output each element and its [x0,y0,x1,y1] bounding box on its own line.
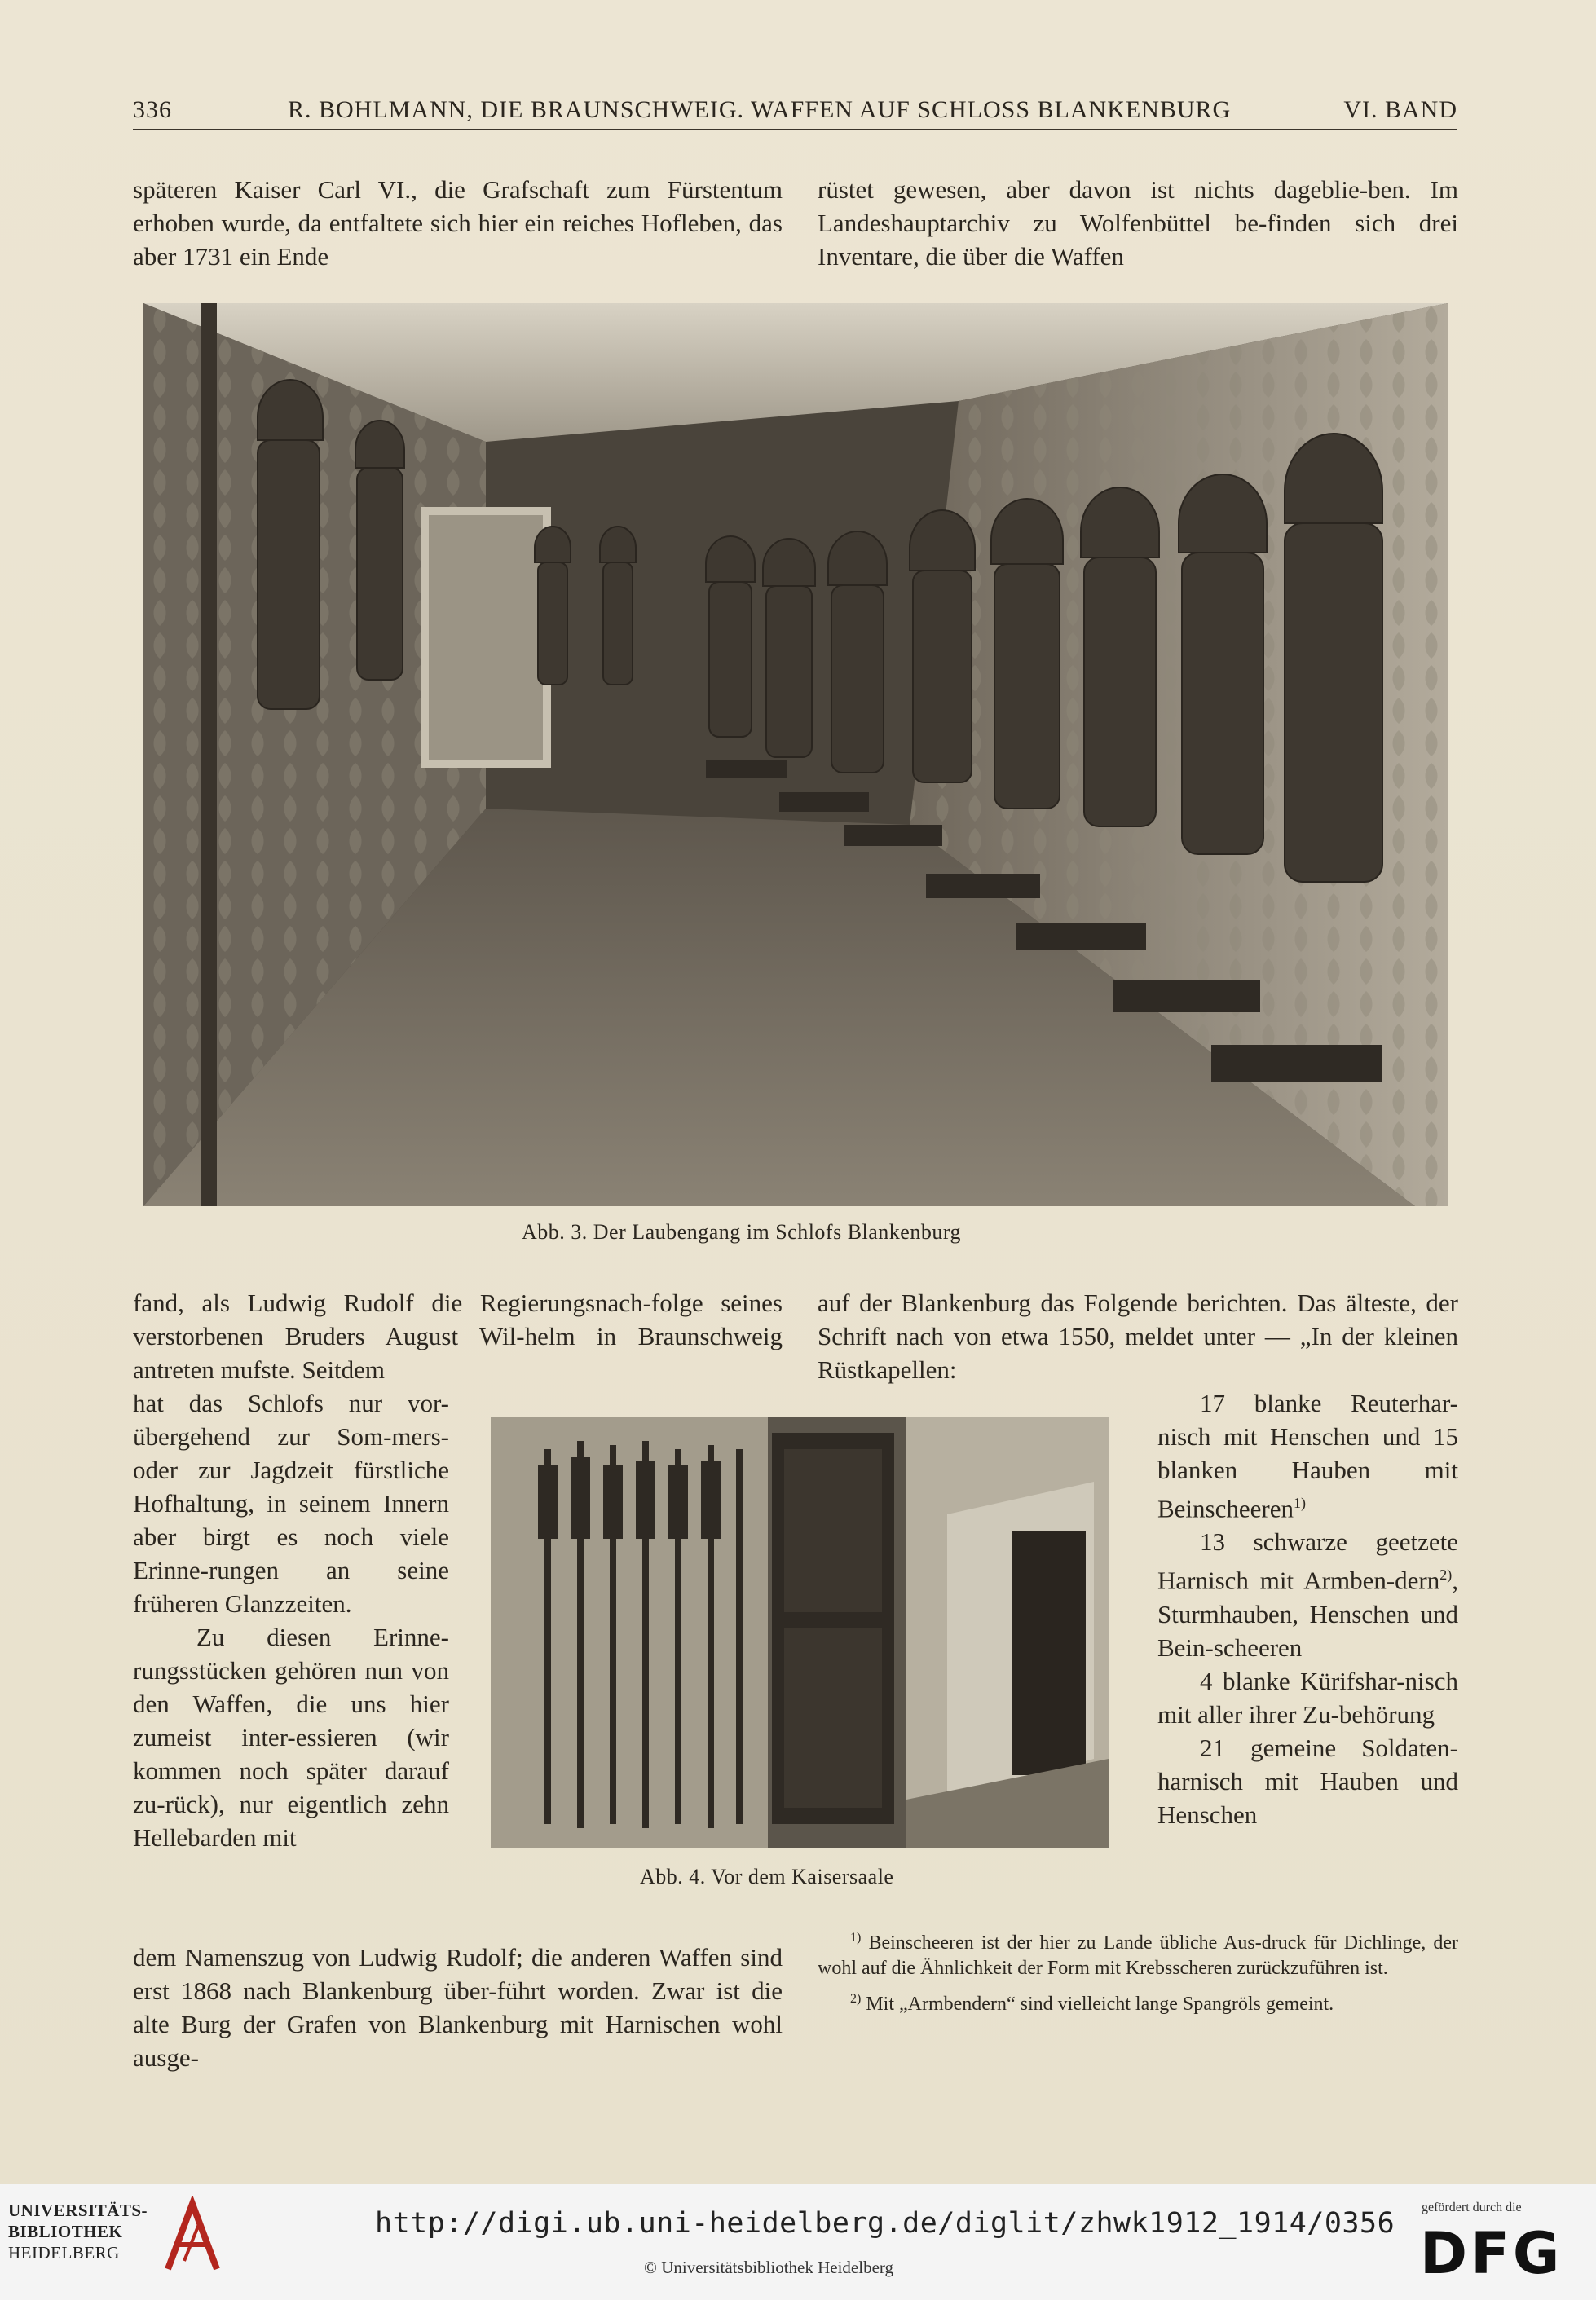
permalink-url[interactable]: http://digi.ub.uni-heidelberg.de/diglit/zhwk1912_1914/0356 [375,2207,1395,2240]
volume-label: VI. BAND [1343,96,1457,123]
paragraph: hat das Schlofs nur vor-übergehend zur Som-mers- oder zur Jagdzeit fürstliche Hofhaltung, in seinem Innern aber birgt es noch viele Erinne-rungen an seine früheren Glanzzeiten. [133,1389,449,1618]
paragraph: rüstet gewesen, aber davon ist nichts dageblie-ben. Im Landeshauptarchiv zu Wolfenbüttel be-finden sich drei Inventare, die über die Waffen [818,175,1458,271]
paragraph: auf der Blankenburg das Folgende berichten. Das älteste, der Schrift nach von etwa 1550, meldet unter — „In der kleinen Rüstkapellen: [818,1289,1458,1384]
body-left-top [133,1286,783,1386]
inventory-item: 4 blanke Kürifshar-nisch mit aller ihrer Zu-behörung [1157,1666,1458,1729]
inventory-item [1157,1525,1458,1663]
library-logo-icon [160,2196,225,2277]
footnote-mark: 1) [850,1931,862,1945]
footnote-ref: 1) [1293,1495,1306,1511]
figure-3-photo [143,303,1448,1206]
footnote-mark: 2) [850,1992,862,2006]
body-right-top [818,1286,1458,1386]
inventory-list [1157,1386,1458,1831]
top-text-left [133,173,783,273]
footnote-2 [818,1986,1458,2017]
footer-bar [0,2184,1596,2300]
item-text: 17 blanke Reuterhar-nisch mit Henschen und 15 blanken Hauben mit Beinscheeren [1157,1389,1458,1523]
paragraph: dem Namenszug von Ludwig Rudolf; die anderen Waffen sind erst 1868 nach Blankenburg über-führt worden. Zwar ist die alte Burg der Grafen von Blankenburg mit Harnischen wohl ausge- [133,1943,783,2072]
inventory-item: 21 gemeine Soldaten-harnisch mit Hauben und Henschen [1157,1733,1458,1829]
figure-4-photo [491,1417,1109,1848]
item-text: 13 schwarze geetzete Harnisch mit Armben-dern [1157,1527,1458,1595]
paragraph: fand, als Ludwig Rudolf die Regierungsnach-folge seines verstorbenen Bruders August Wil-helm in Braunschweig antreten mufste. Seitdem [133,1289,783,1384]
body-left-narrow [133,1386,449,1854]
paragraph: späteren Kaiser Carl VI., die Grafschaft zum Fürstentum erhoben wurde, da entfaltete sich hier ein reiches Hofleben, das aber 1731 ein Ende [133,175,783,271]
paragraph: Zu diesen Erinne-rungsstücken gehören nun von den Waffen, die uns hier zumeist inter-essieren (wir kommen noch später darauf zu-rück), nur eigentlich zehn Hellebarden mit [133,1623,449,1852]
copyright-notice: © Universitätsbibliothek Heidelberg [644,2258,894,2277]
library-name-line2: BIBLIOTHEK [8,2222,123,2241]
library-name-line3: HEIDELBERG [8,2243,120,2263]
inventory-item [1157,1386,1458,1525]
page-number: 336 [133,96,172,123]
library-name-line1: UNIVERSITÄTS- [8,2201,148,2220]
footnote-1 [818,1925,1458,1981]
figure-4-caption: Abb. 4. Vor dem Kaisersaale [640,1865,894,1888]
footnote-text: Beinscheeren ist der hier zu Lande übliche Aus-druck für Dichlinge, der wohl auf die Ähnlichkeit der Form mit Krebsscheren zurückzuführen ist. [818,1932,1459,1979]
dfg-logo: DFG [1420,2220,1563,2287]
running-header [133,96,1457,130]
body-left-bottom [133,1941,783,2074]
funding-label: gefördert durch die [1422,2201,1522,2214]
footnotes [818,1925,1458,2022]
footnote-ref: 2) [1439,1566,1453,1584]
figure-3-caption: Abb. 3. Der Laubengang im Schlofs Blankenburg [522,1220,962,1244]
running-title: R. BOHLMANN, DIE BRAUNSCHWEIG. WAFFEN AUF SCHLOSS BLANKENBURG [288,96,1232,123]
footnote-text: Mit „Armbendern“ sind vielleicht lange Spangröls gemeint. [866,1994,1334,2015]
item-text: , Sturmhauben, Henschen und Bein-scheeren [1157,1566,1458,1662]
top-text-right [818,173,1458,273]
